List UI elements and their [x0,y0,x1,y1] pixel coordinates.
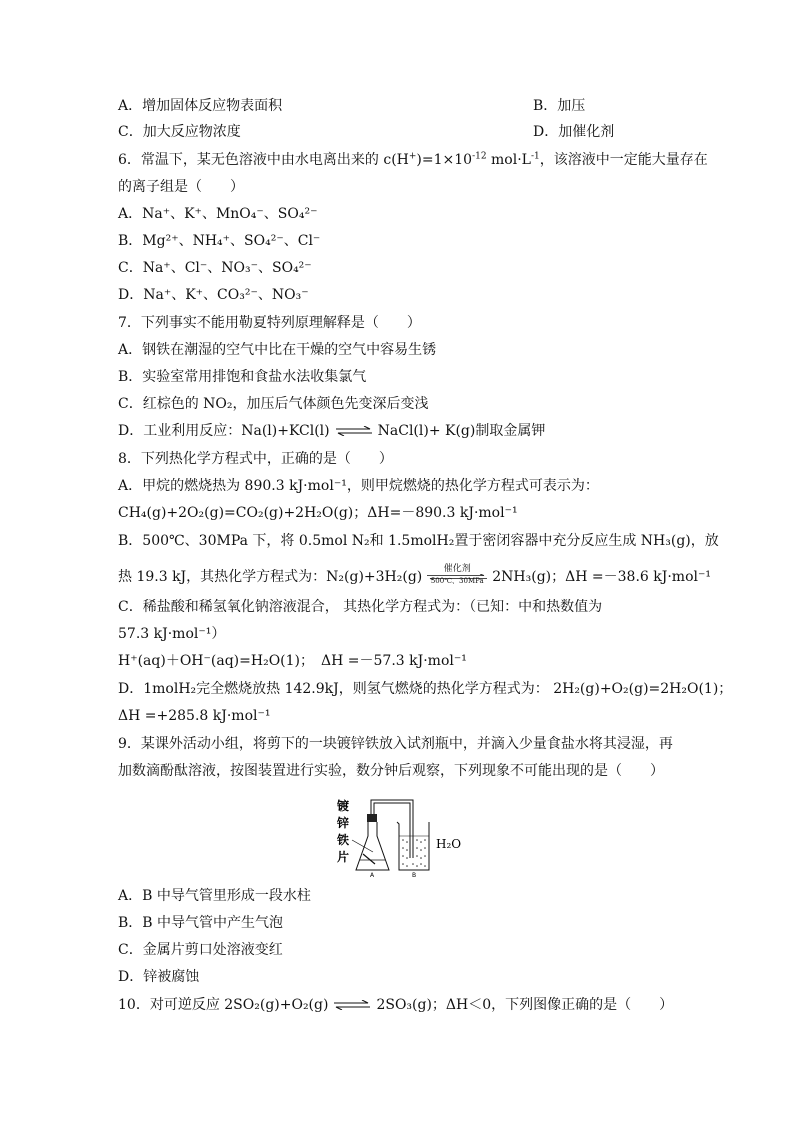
q8-stem: 8．下列热化学方程式中，正确的是（ ） [118,451,393,467]
q5-option-c: C．加大反应物浓度 [118,124,241,140]
catalyst-arrow: 催化剂 500℃、30MPa [426,566,488,588]
q8-option-d-line2: ΔH =+285.8 kJ·mol⁻¹ [118,708,271,724]
apparatus-diagram [333,796,473,878]
q5-options-row1 [118,96,586,116]
reversible-arrow-icon [334,426,374,436]
q9-option-d: D．锌被腐蚀 [118,969,200,985]
q8-option-c-line2: 57.3 kJ·mol⁻¹） [118,626,226,642]
q8-option-b-line1: B．500℃、30MPa 下，将 0.5mol N₂和 1.5molH₂置于密闭容器中充分反应生成 NH₃(g)，放 [118,533,719,549]
q9-option-c: C．金属片剪口处溶液变红 [118,942,283,958]
q8-option-a-line1: A．甲烷的燃烧热为 890.3 kJ·mol⁻¹，则甲烷燃烧的热化学方程式可表示为： [118,478,599,494]
q5-option-b: B．加压 [533,98,586,114]
figure-label-char: 镀 [337,799,350,813]
q8-option-d-line1: D．1molH₂完全燃烧放热 142.9kJ，则氢气燃烧的热化学方程式为： 2H₂(g)+O₂(g)=2H₂O(1)； [118,681,733,697]
apparatus-figure [333,796,473,882]
q8-option-c-line3: H⁺(aq)＋OH⁻(aq)=H₂O(1)； ΔH =－57.3 kJ·mol⁻¹ [118,653,467,669]
q7-option-b: B．实验室常用排饱和食盐水法收集氯气 [118,369,367,385]
q6-stem-line2: 的离子组是（ ） [118,179,244,195]
q9-stem-line1: 9．某课外活动小组，将剪下的一块镀锌铁放入试剂瓶中，并滴入少量食盐水将其浸湿，再 [118,736,673,752]
reversible-arrow-icon [332,1000,372,1010]
water-label: H₂O [436,837,462,851]
figure-label-char: 锌 [337,816,350,830]
metal-strip [363,854,375,864]
q10-stem: 10．对可逆反应 2SO₂(g)+O₂(g) 2SO₃(g)；ΔH＜0，下列图像正确的是（ ） [118,997,674,1013]
q6-option-d: D．Na⁺、K⁺、CO₃²⁻、NO₃⁻ [118,287,309,303]
stopper [367,814,377,822]
q7-option-d: D．工业利用反应：Na(l)+KCl(l) NaCl(l)+ K(g)制取金属钾 [118,423,546,439]
figure-label-char: 铁 [337,833,350,847]
q9-stem-line2: 加数滴酚酞溶液，按图装置进行实验，数分钟后观察，下列现象不可能出现的是（ ） [118,763,664,779]
figure-label-char: 片 [337,850,350,864]
q6-option-b: B．Mg²⁺、NH₄⁺、SO₄²⁻、Cl⁻ [118,233,321,249]
q7-stem: 7．下列事实不能用勒夏特列原理解释是（ ） [118,315,421,331]
q5-option-d: D．加催化剂 [533,124,615,140]
q8-option-a-line2: CH₄(g)+2O₂(g)=CO₂(g)+2H₂O(g)；ΔH=－890.3 kJ·mol⁻¹ [118,505,518,521]
q6-option-c: C．Na⁺、Cl⁻、NO₃⁻、SO₄²⁻ [118,260,312,276]
q8-option-b-line2: 热 19.3 kJ，其热化学方程式为：N₂(g)+3H₂(g) 催化剂 500℃、30MPa 2NH₃(g)；ΔH =－38.6 kJ·mol⁻¹ [118,566,711,588]
q5-options-row2 [118,122,615,142]
q7-option-c: C．红棕色的 NO₂，加压后气体颜色先变深后变浅 [118,396,429,412]
flask-label: A [370,872,375,878]
q7-option-a: A．钢铁在潮湿的空气中比在干燥的空气中容易生锈 [118,342,437,358]
q9-option-b: B．B 中导气管中产生气泡 [118,915,284,931]
q9-option-a: A．B 中导气管里形成一段水柱 [118,888,311,904]
q6-stem-line1: 6．常温下，某无色溶液中由水电离出来的 $c(H^+)=1\times 10^{-12}$ $mol\cdot L^{-1}$，该溶液中一定能大量存在 [118,151,708,168]
beaker-label: B [412,872,417,878]
q5-option-a: A．增加固体反应物表面积 [118,98,283,114]
flask-a [356,822,389,870]
q6-option-a: A．Na⁺、K⁺、MnO₄⁻、SO₄²⁻ [118,206,318,222]
q8-option-c-line1: C．稀盐酸和稀氢氧化钠溶液混合， 其热化学方程式为：（已知：中和热数值为 [118,599,603,615]
